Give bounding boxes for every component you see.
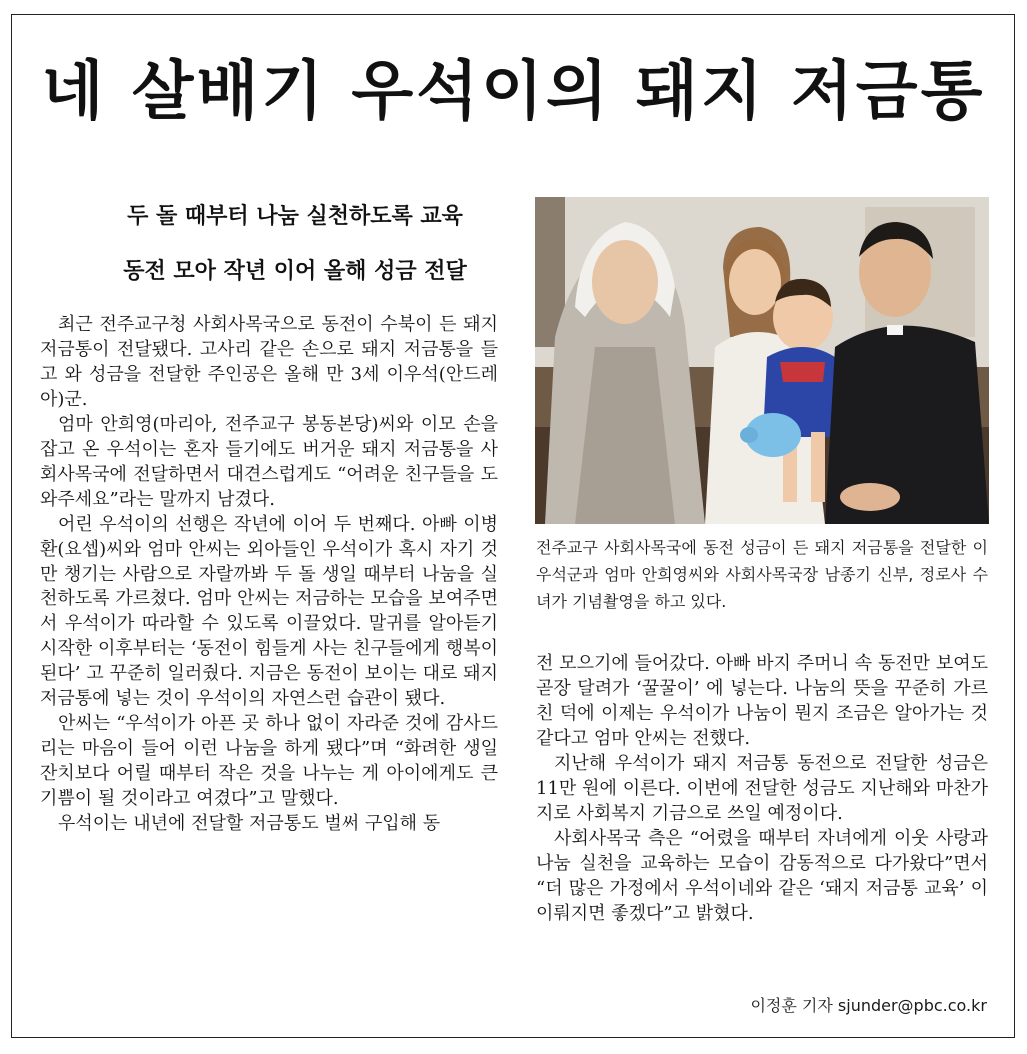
paragraph: 우석이는 내년에 전달할 저금통도 벌써 구입해 동 (58, 813, 441, 835)
photo-caption: 전주교구 사회사목국에 동전 성금이 든 돼지 저금통을 전달한 이우석군과 엄마 안희영씨와 사회사목국장 남종기 신부, 정로사 수녀가 기념촬영을 하고 있다. (536, 538, 988, 611)
subhead-2: 동전 모아 작년 이어 올해 성금 전달 (123, 259, 467, 284)
paragraph: 지난해 우석이가 돼지 저금통 동전으로 전달한 성금은 11만 원에 이른다. 이번에 전달한 성금도 지난해와 마찬가지로 사회복지 기금으로 쓰일 예정이다. (536, 752, 988, 824)
body-left-column (40, 313, 498, 837)
paragraph: 어린 우석이의 선행은 작년에 이어 두 번째다. 아빠 이병환(요셉)씨와 엄마 안씨는 외아들인 우석이가 혹시 자기 것만 챙기는 사람으로 자랄까봐 두 돌 생일 때부터 나눔을 실천하도록 가르쳤다. 엄마 안씨는 저금하는 모습을 보여주면서 우석이가 따라할 수 있도록 이끌었다. 말귀를 알아듣기 시작한 이후부터는 ‘동전이 힘들게 사는 친구들에게 행복이 된다’ 고 꾸준히 일러줬다. 지금은 동전이 보이는 대로 돼지 저금통에 넣는 것이 우석이의 자연스런 습관이 됐다. (40, 513, 498, 710)
paragraph: 안씨는 “우석이가 아픈 곳 하나 없이 자라준 것에 감사드리는 마음이 들어 이런 나눔을 하게 됐다”며 “화려한 생일잔치보다 어릴 때부터 작은 것을 나누는 게 아이에게도 큰 기쁨이 될 것이라고 여겼다”고 말했다. (40, 713, 498, 810)
paragraph: 최근 전주교구청 사회사목국으로 동전이 수북이 든 돼지 저금통이 전달됐다. 고사리 같은 손으로 돼지 저금통을 들고 와 성금을 전달한 주인공은 올해 만 3세 이우석(안드레아)군. (40, 314, 498, 410)
article-photo (535, 197, 989, 524)
paragraph: 사회사목국 측은 “어렸을 때부터 자녀에게 이웃 사랑과 나눔 실천을 교육하는 모습이 감동적으로 다가왔다”면서 “더 많은 가정에서 우석이네와 같은 ‘돼지 저금통 교육’ 이 이뤄지면 좋겠다”고 밝혔다. (536, 827, 988, 924)
paragraph: 전 모으기에 들어갔다. 아빠 바지 주머니 속 동전만 보여도 곧장 달려가 ‘꿀꿀이’ 에 넣는다. 나눔의 뜻을 꾸준히 가르친 덕에 이제는 우석이가 나눔이 뭔지 조금은 알아가는 것 같다고 엄마 안씨는 전했다. (536, 653, 988, 749)
photo-illustration (535, 197, 989, 524)
subhead-1: 두 돌 때부터 나눔 실천하도록 교육 (127, 204, 463, 229)
paragraph: 엄마 안희영(마리아, 전주교구 봉동본당)씨와 이모 손을 잡고 온 우석이는 혼자 들기에도 버거운 돼지 저금통을 사회사목국에 전달하면서 대견스럽게도 “어려운 친구들을 도와주세요”라는 말까지 남겼다. (40, 413, 498, 510)
body-right-column (536, 652, 988, 926)
byline: 이정훈 기자 sjunder@pbc.co.kr (750, 996, 987, 1015)
headline: 네 살배기 우석이의 돼지 저금통 (41, 54, 986, 129)
